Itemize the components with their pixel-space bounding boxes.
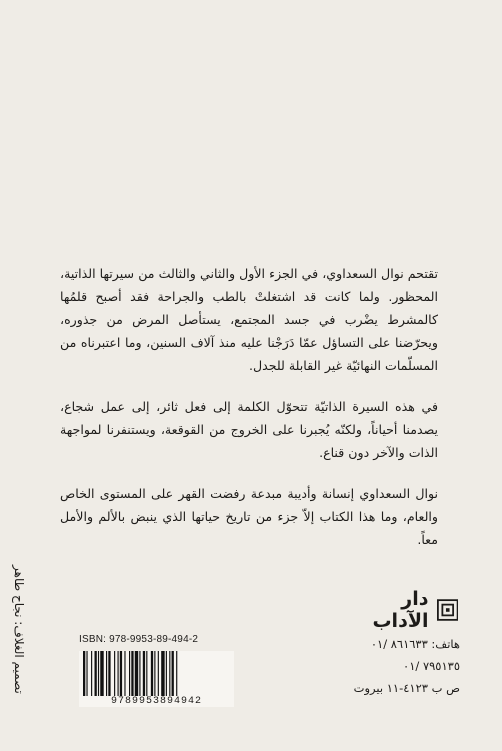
barcode-bar — [118, 651, 119, 696]
barcode-bar — [151, 651, 153, 696]
barcode-bar — [176, 651, 177, 696]
barcode-bar — [131, 651, 133, 696]
barcode-bar — [169, 651, 170, 696]
barcode-bar — [95, 651, 97, 696]
barcode-bar — [154, 651, 155, 696]
barcode-bar — [129, 651, 130, 696]
blurb-text — [60, 262, 438, 569]
barcode-bar — [161, 651, 164, 696]
cover-design-credit: تصميم الغلاف: نجاح طاهر — [12, 565, 26, 694]
barcode-bar — [143, 651, 145, 696]
barcode-bar — [166, 651, 167, 696]
barcode-bar — [86, 651, 87, 696]
barcode-bar — [91, 651, 92, 696]
barcode-bar — [158, 651, 159, 696]
barcode-bar — [98, 651, 99, 696]
barcode-bar — [106, 651, 107, 696]
barcode-bar — [146, 651, 147, 696]
publisher-name: دار الآداب — [372, 588, 429, 632]
publisher-contacts — [300, 633, 460, 699]
barcode-bar — [108, 651, 110, 696]
publisher-logo — [348, 588, 458, 632]
barcode-bar — [124, 651, 125, 696]
barcode-bar — [139, 651, 140, 696]
barcode-bar — [135, 651, 138, 696]
contact-line: هاتف: ٨٦١٦٣٣ /٠١ — [370, 637, 460, 651]
blurb-paragraph-3: نوال السعداوي إنسانة وأديبة مبدعة رفضت القهر على المستوى الخاص والعام، وما هذا الكتاب إلاّ جزء من تاريخ حياتها الذي ينبض بالألم والأمل معاً. — [60, 486, 438, 547]
dar-al-adab-logo-icon — [437, 598, 459, 622]
blurb-paragraph-1: تقتحم نوال السعداوي، في الجزء الأول والثاني والثالث من سيرتها الذاتية، المحظور. ولما كانت قد اشتغلتْ بالطب والجراحة فقد أصبح قلمُها كالمشرط يضْرب في جسد المجتمع، يستأصل المرض من جذوره، ويحرّضنا على التساؤل عمّا دَرَجْنا عليه منذ آلاف السنين، وما اعتبرناه من المسلّمات النهائيّة غير القابلة للجدل. — [60, 266, 438, 373]
barcode-bar — [114, 651, 115, 696]
blurb-paragraph-2: في هذه السيرة الذاتيّة تتحوّل الكلمة إلى فعل ثائر، إلى عمل شجاع، يصدمنا أحياناً، ولكنّه يُجبرنا على الخروج من القوقعة، ويستنفرنا لمواجهة الذات والآخر دون قناع. — [60, 399, 438, 460]
contact-line: ص ب ٤١٢٣-١١ بيروت — [353, 681, 460, 695]
barcode-bar — [100, 651, 103, 696]
barcode-bar — [172, 651, 174, 696]
isbn-label: ISBN: 978-9953-89-494-2 — [79, 634, 199, 645]
barcode-bar — [120, 651, 122, 696]
contact-line: ٧٩٥١٣٥ /٠١ — [403, 659, 460, 673]
barcode-digits: 9789953894942 — [79, 696, 234, 707]
barcode-bar — [83, 651, 85, 696]
